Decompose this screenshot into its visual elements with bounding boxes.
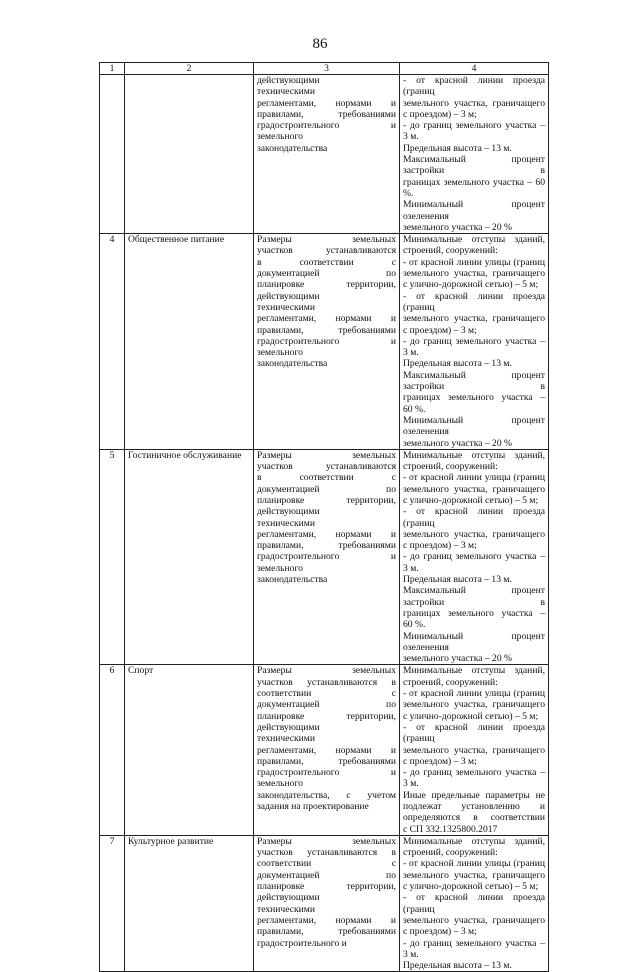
text-line: земельного участка – 20 % [403,437,513,449]
text-line: техническими [257,733,315,745]
text-line: в соответствии с [257,472,396,484]
plot-size-cell [254,75,400,234]
text-line: земельного [257,347,303,359]
text-line: земельного участка – 20 % [403,221,513,233]
parameters-cell [400,449,549,665]
text-line: - до границ земельного участка – 3 м. [403,937,545,960]
use-type-name: Культурное развитие [125,835,254,972]
text-line: законодательства, с учетом [257,789,396,801]
page-number: 86 [312,36,328,52]
header-cell: 1 [100,63,125,75]
text-line: документацией по [257,869,396,881]
text-line: участков устанавливаются [257,245,396,257]
text-line: земельного участка, граничащего [403,97,545,109]
text-line: - от красной линии улицы (границ [403,688,545,700]
text-line: границах земельного участка – [403,392,545,404]
plot-size-cell [254,835,400,972]
text-line: с улично-дорожной сетью) – 5 м; [403,881,539,893]
text-line: техническими [257,301,315,313]
text-line: - от красной линии проезда (границ [403,75,545,98]
text-line: земельного [257,131,303,143]
text-line: регламентами, нормами и [257,914,396,926]
text-line: Предельная высота – 13 м. [403,358,512,370]
text-line: с проездом) – 3 м; [403,926,477,938]
text-line: - от красной линии улицы (границ [403,858,545,870]
table-header-row [100,63,549,75]
text-line: Предельная высота – 13 м. [403,960,512,972]
table-row [100,234,549,450]
text-line: Максимальный процент застройки в [403,585,545,608]
text-line: - до границ земельного участка – 3 м. [403,551,545,574]
text-line: земельного участка, граничащего [403,914,545,926]
text-line: - от красной линии проезда (границ [403,892,545,915]
text-line: документацией по [257,268,396,280]
text-line: - от красной линии улицы (границ [403,256,545,268]
plot-size-cell [254,449,400,665]
text-line: земельного [257,778,303,790]
text-line: планировке территории, [257,710,396,722]
text-line: - от красной линии проезда (границ [403,506,545,529]
text-line: документацией по [257,483,396,495]
text-line: с проездом) – 3 м; [403,540,477,552]
text-line: - до границ земельного участка – 3 м. [403,767,545,790]
use-type-name: Гостиничное обслуживание [125,449,254,665]
text-line: определяются в соответствии [403,812,545,824]
header-cell: 2 [125,63,254,75]
text-line: - до границ земельного участка – 3 м. [403,335,545,359]
text-line: градостроительного и [257,335,396,347]
text-line: законодательства [257,142,328,154]
text-line: Максимальный процент застройки в [403,369,545,393]
text-line: градостроительного и [257,767,396,779]
text-line: действующими [257,892,320,904]
table-row [100,665,549,835]
parameters-cell [400,835,549,972]
text-line: - от красной линии улицы (границ [403,472,545,484]
text-line: градостроительного и [257,120,396,132]
text-line: земельного [257,562,303,574]
plot-size-cell [254,665,400,835]
table-row [100,835,549,972]
parameters-cell [400,75,549,234]
text-line: с проездом) – 3 м; [403,324,477,336]
text-line: с улично-дорожной сетью) – 5 м; [403,279,539,291]
text-line: - до границ земельного участка – 3 м. [403,120,545,143]
text-line: земельного участка, граничащего [403,869,545,881]
row-number: 6 [100,665,125,835]
plot-size-cell [254,234,400,450]
table-row [100,75,549,234]
text-line: границах земельного участка – [403,607,545,619]
text-line: 60 %. [403,403,426,415]
text-line: строений, сооружений: [403,676,498,688]
text-line: 60 %. [403,619,426,631]
text-line: с улично-дорожной сетью) – 5 м; [403,710,539,722]
text-line: правилами, требованиями [257,324,396,336]
text-line: документацией по [257,699,396,711]
row-number [100,75,125,234]
text-line: участков устанавливаются в [257,676,396,688]
text-line: - от красной линии проезда (границ [403,721,545,745]
parameters-cell [400,234,549,450]
header-cell: 4 [400,63,549,75]
text-line: Предельная высота – 13 м. [403,142,512,154]
text-line: границах земельного участка – 60 %. [403,176,545,199]
text-line: действующими [257,75,320,86]
text-line: планировке территории, [257,881,396,893]
use-type-name [125,75,254,234]
text-line: соответствии с [257,858,396,870]
row-number: 7 [100,835,125,972]
text-line: Минимальные отступы зданий, [403,835,545,847]
header-cell: 3 [254,63,400,75]
text-line: регламентами, нормами и [257,97,396,109]
table-row [100,449,549,665]
text-line: с СП 332.1325800.2017 [403,823,498,835]
text-line: Иные предельные параметры не [403,789,545,801]
text-line: подлежат установлению и [403,801,545,812]
text-line: земельного участка, граничащего [403,268,545,280]
parameters-cell [400,665,549,835]
text-line: Размеры земельных [257,835,396,847]
text-line: техническими [257,86,315,98]
text-line: техническими [257,517,315,529]
text-line: Минимальный процент озеленения [403,414,545,438]
text-line: Размеры земельных [257,449,396,461]
text-line: с улично-дорожной сетью) – 5 м; [403,494,539,506]
text-line: законодательства [257,574,328,586]
text-line: градостроительного и [257,937,347,949]
text-line: строений, сооружений: [403,245,498,257]
text-line: Минимальный процент озеленения [403,630,545,653]
text-line: Минимальные отступы зданий, [403,665,545,677]
text-line: с проездом) – 3 м; [403,755,477,767]
text-line: земельного участка – 20 % [403,653,513,665]
text-line: соответствии с [257,688,396,700]
text-line: действующими [257,506,320,518]
text-line: земельного участка, граничащего [403,313,545,325]
text-line: задания на проектирование [257,801,369,812]
text-line: Минимальные отступы зданий, [403,449,545,461]
text-line: действующими [257,721,320,733]
text-line: земельного участка, граничащего [403,483,545,495]
text-line: планировке территории, [257,494,396,506]
text-line: земельного участка, граничащего [403,744,545,756]
text-line: Предельная высота – 13 м. [403,574,512,586]
text-line: в соответствии с [257,256,396,268]
text-line: регламентами, нормами и [257,313,396,325]
row-number: 5 [100,449,125,665]
text-line: техническими [257,903,315,915]
text-line: правилами, требованиями [257,108,396,120]
text-line: правилами, требованиями [257,926,396,938]
text-line: регламентами, нормами и [257,528,396,540]
text-line: действующими [257,290,320,302]
text-line: законодательства [257,358,328,370]
text-line: - от красной линии проезда (границ [403,290,545,313]
text-line: Размеры земельных [257,234,396,246]
text-line: строений, сооружений: [403,847,498,859]
text-line: градостроительного и [257,551,396,563]
text-line: участков устанавливаются [257,461,396,473]
text-line: земельного участка, граничащего [403,699,545,711]
use-type-name: Общественное питание [125,234,254,450]
use-type-name: Спорт [125,665,254,835]
text-line: правилами, требованиями [257,755,396,767]
regulations-table [99,62,549,972]
text-line: участков устанавливаются в [257,847,396,859]
text-line: Максимальный процент застройки в [403,154,545,177]
text-line: Минимальный процент озеленения [403,199,545,222]
text-line: Размеры земельных [257,665,396,677]
row-number: 4 [100,234,125,450]
text-line: правилами, требованиями [257,540,396,552]
text-line: регламентами, нормами и [257,744,396,756]
text-line: планировке территории, [257,279,396,291]
text-line: с проездом) – 3 м; [403,108,477,120]
text-line: земельного участка, граничащего [403,528,545,540]
text-line: строений, сооружений: [403,461,498,473]
text-line: Минимальные отступы зданий, [403,234,545,246]
